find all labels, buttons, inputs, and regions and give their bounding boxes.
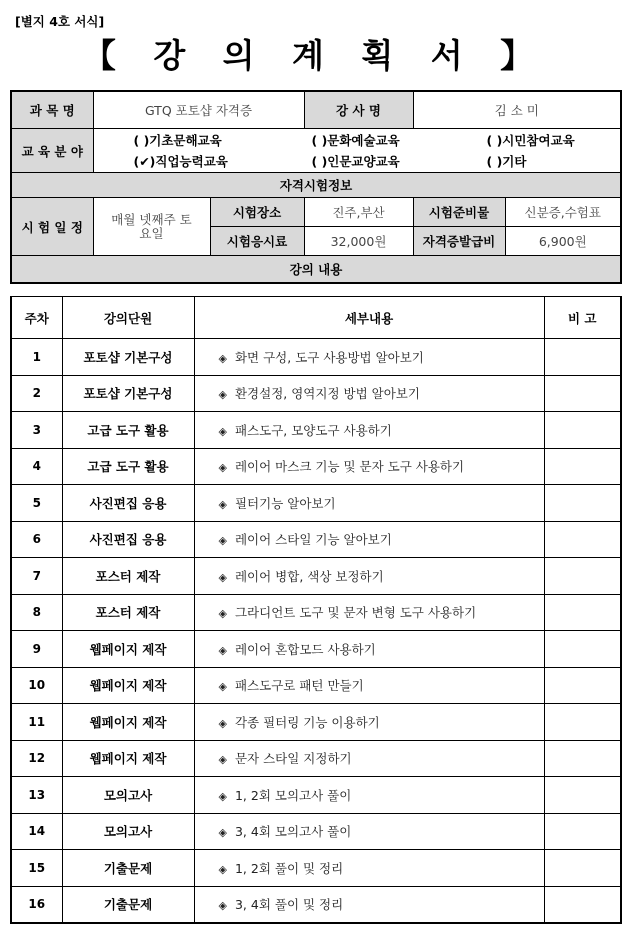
unit-cell: 웹페이지 제작 [62,740,194,777]
diamond-bullet-icon: ◈ [218,753,227,767]
unit-cell: 기출문제 [62,886,194,923]
unit-cell: 고급 도구 활용 [62,412,194,449]
week-cell: 7 [11,558,62,595]
week-cell: 13 [11,777,62,814]
lecture-row [11,740,621,777]
diamond-bullet-icon: ◈ [218,899,227,913]
diamond-bullet-icon: ◈ [218,826,227,840]
detail-text: 각종 필터링 기능 이용하기 [234,714,380,730]
unit-cell: 모의고사 [62,777,194,814]
detail-text: 그라디언트 도구 및 문자 변형 도구 사용하기 [234,605,477,621]
week-cell: 11 [11,704,62,741]
note-cell [544,886,621,923]
detail-text: 레이어 마스크 기능 및 문자 도구 사용하기 [234,459,465,475]
diamond-bullet-icon: ◈ [218,643,227,657]
detail-text: 필터기능 알아보기 [234,495,336,511]
week-cell: 14 [11,813,62,850]
diamond-bullet-icon: ◈ [218,461,227,475]
exam-place-value: 진주,부산 [304,198,413,227]
category-option[interactable]: ( )시민참여교육 [486,132,575,148]
diamond-bullet-icon: ◈ [218,789,227,803]
detail-cell [194,704,544,741]
week-cell: 4 [11,448,62,485]
category-option-checked[interactable]: (✔)직업능력교육 [133,153,228,169]
instructor-value: 김 소 미 [413,91,621,129]
subject-value: GTQ 포토샵 자격증 [93,91,304,129]
lecture-row [11,886,621,923]
note-cell [544,740,621,777]
unit-cell: 포토샵 기본구성 [62,339,194,376]
lecture-row [11,375,621,412]
detail-cell [194,850,544,887]
cert-fee-value: 6,900원 [505,227,621,256]
lecture-header-row [11,297,621,339]
diamond-bullet-icon: ◈ [218,497,227,511]
detail-text: 화면 구성, 도구 사용방법 알아보기 [234,349,424,365]
week-cell: 10 [11,667,62,704]
lecture-row [11,448,621,485]
document-title: 【 강 의 계 획 서 】 [82,36,547,75]
diamond-bullet-icon: ◈ [218,607,227,621]
detail-cell [194,339,544,376]
detail-cell [194,485,544,522]
unit-cell: 모의고사 [62,813,194,850]
unit-cell: 포토샵 기본구성 [62,375,194,412]
diamond-bullet-icon: ◈ [218,351,227,365]
detail-text: 패스도구, 모양도구 사용하기 [234,422,392,438]
detail-text: 레이어 병합, 색상 보정하기 [234,568,384,584]
detail-cell [194,777,544,814]
week-cell: 1 [11,339,62,376]
note-cell [544,667,621,704]
week-cell: 15 [11,850,62,887]
detail-cell [194,631,544,668]
diamond-bullet-icon: ◈ [218,570,227,584]
diamond-bullet-icon: ◈ [218,862,227,876]
lecture-row [11,339,621,376]
note-cell [544,339,621,376]
unit-cell: 포스터 제작 [62,558,194,595]
exam-prep-value: 신분증,수험표 [505,198,621,227]
note-cell [544,558,621,595]
detail-text: 레이어 스타일 기능 알아보기 [234,532,392,548]
note-cell [544,631,621,668]
category-option[interactable]: ( )기초문해교육 [133,132,222,148]
column-header-detail: 세부내용 [194,297,544,339]
note-cell [544,704,621,741]
detail-cell [194,448,544,485]
diamond-bullet-icon: ◈ [218,388,227,402]
note-cell [544,777,621,814]
week-cell: 3 [11,412,62,449]
detail-cell [194,886,544,923]
week-cell: 16 [11,886,62,923]
detail-text: 레이어 혼합모드 사용하기 [234,641,376,657]
lecture-row [11,631,621,668]
course-info-table [10,90,622,284]
note-cell [544,521,621,558]
unit-cell: 고급 도구 활용 [62,448,194,485]
diamond-bullet-icon: ◈ [218,534,227,548]
column-header-week: 주차 [11,297,62,339]
lecture-row [11,412,621,449]
detail-cell [194,667,544,704]
detail-cell [194,740,544,777]
category-label: 교 육 분 야 [11,129,93,173]
column-header-unit: 강의단원 [62,297,194,339]
exam-date-label: 시 험 일 정 [11,198,93,256]
note-cell [544,412,621,449]
note-cell [544,375,621,412]
lecture-table [10,296,622,924]
detail-text: 패스도구로 패턴 만들기 [234,678,364,694]
detail-cell [194,594,544,631]
column-header-note: 비 고 [544,297,621,339]
week-cell: 9 [11,631,62,668]
category-options [93,129,621,173]
detail-cell [194,558,544,595]
week-cell: 6 [11,521,62,558]
week-cell: 2 [11,375,62,412]
lecture-row [11,850,621,887]
note-cell [544,448,621,485]
detail-cell [194,375,544,412]
diamond-bullet-icon: ◈ [218,680,227,694]
unit-cell: 기출문제 [62,850,194,887]
lecture-row [11,558,621,595]
cert-fee-label: 자격증발급비 [413,227,505,256]
unit-cell: 웹페이지 제작 [62,704,194,741]
unit-cell: 웹페이지 제작 [62,631,194,668]
week-cell: 12 [11,740,62,777]
diamond-bullet-icon: ◈ [218,716,227,730]
detail-text: 문자 스타일 지정하기 [234,751,352,767]
instructor-label: 강 사 명 [304,91,413,129]
lecture-row [11,594,621,631]
week-cell: 5 [11,485,62,522]
detail-text: 3, 4회 모의고사 풀이 [234,824,352,840]
unit-cell: 사진편집 응용 [62,521,194,558]
detail-cell [194,521,544,558]
category-option[interactable]: ( )인문교양교육 [311,153,400,169]
unit-cell: 사진편집 응용 [62,485,194,522]
detail-text: 1, 2회 풀이 및 정리 [234,860,344,876]
diamond-bullet-icon: ◈ [218,424,227,438]
detail-cell [194,412,544,449]
category-option[interactable]: ( )문화예술교육 [311,132,400,148]
exam-date-value: 매월 넷째주 토요일 [93,198,210,256]
exam-place-label: 시험장소 [210,198,304,227]
unit-cell: 포스터 제작 [62,594,194,631]
exam-fee-label: 시험응시료 [210,227,304,256]
note-cell [544,850,621,887]
note-cell [544,485,621,522]
detail-text: 1, 2회 모의고사 풀이 [234,787,352,803]
exam-prep-label: 시험준비물 [413,198,505,227]
subject-label: 과 목 명 [11,91,93,129]
exam-info-header: 자격시험정보 [11,173,621,198]
form-label: [별지 4호 서식] [15,14,105,29]
note-cell [544,813,621,850]
week-cell: 8 [11,594,62,631]
detail-text: 3, 4회 풀이 및 정리 [234,897,344,913]
category-option[interactable]: ( )기타 [486,153,527,169]
lecture-row [11,777,621,814]
detail-text: 환경설정, 영역지정 방법 알아보기 [234,386,420,402]
unit-cell: 웹페이지 제작 [62,667,194,704]
lecture-row [11,813,621,850]
detail-cell [194,813,544,850]
lecture-content-header: 강의 내용 [11,256,621,284]
note-cell [544,594,621,631]
exam-fee-value: 32,000원 [304,227,413,256]
lecture-row [11,704,621,741]
lecture-row [11,485,621,522]
lecture-row [11,521,621,558]
lecture-row [11,667,621,704]
